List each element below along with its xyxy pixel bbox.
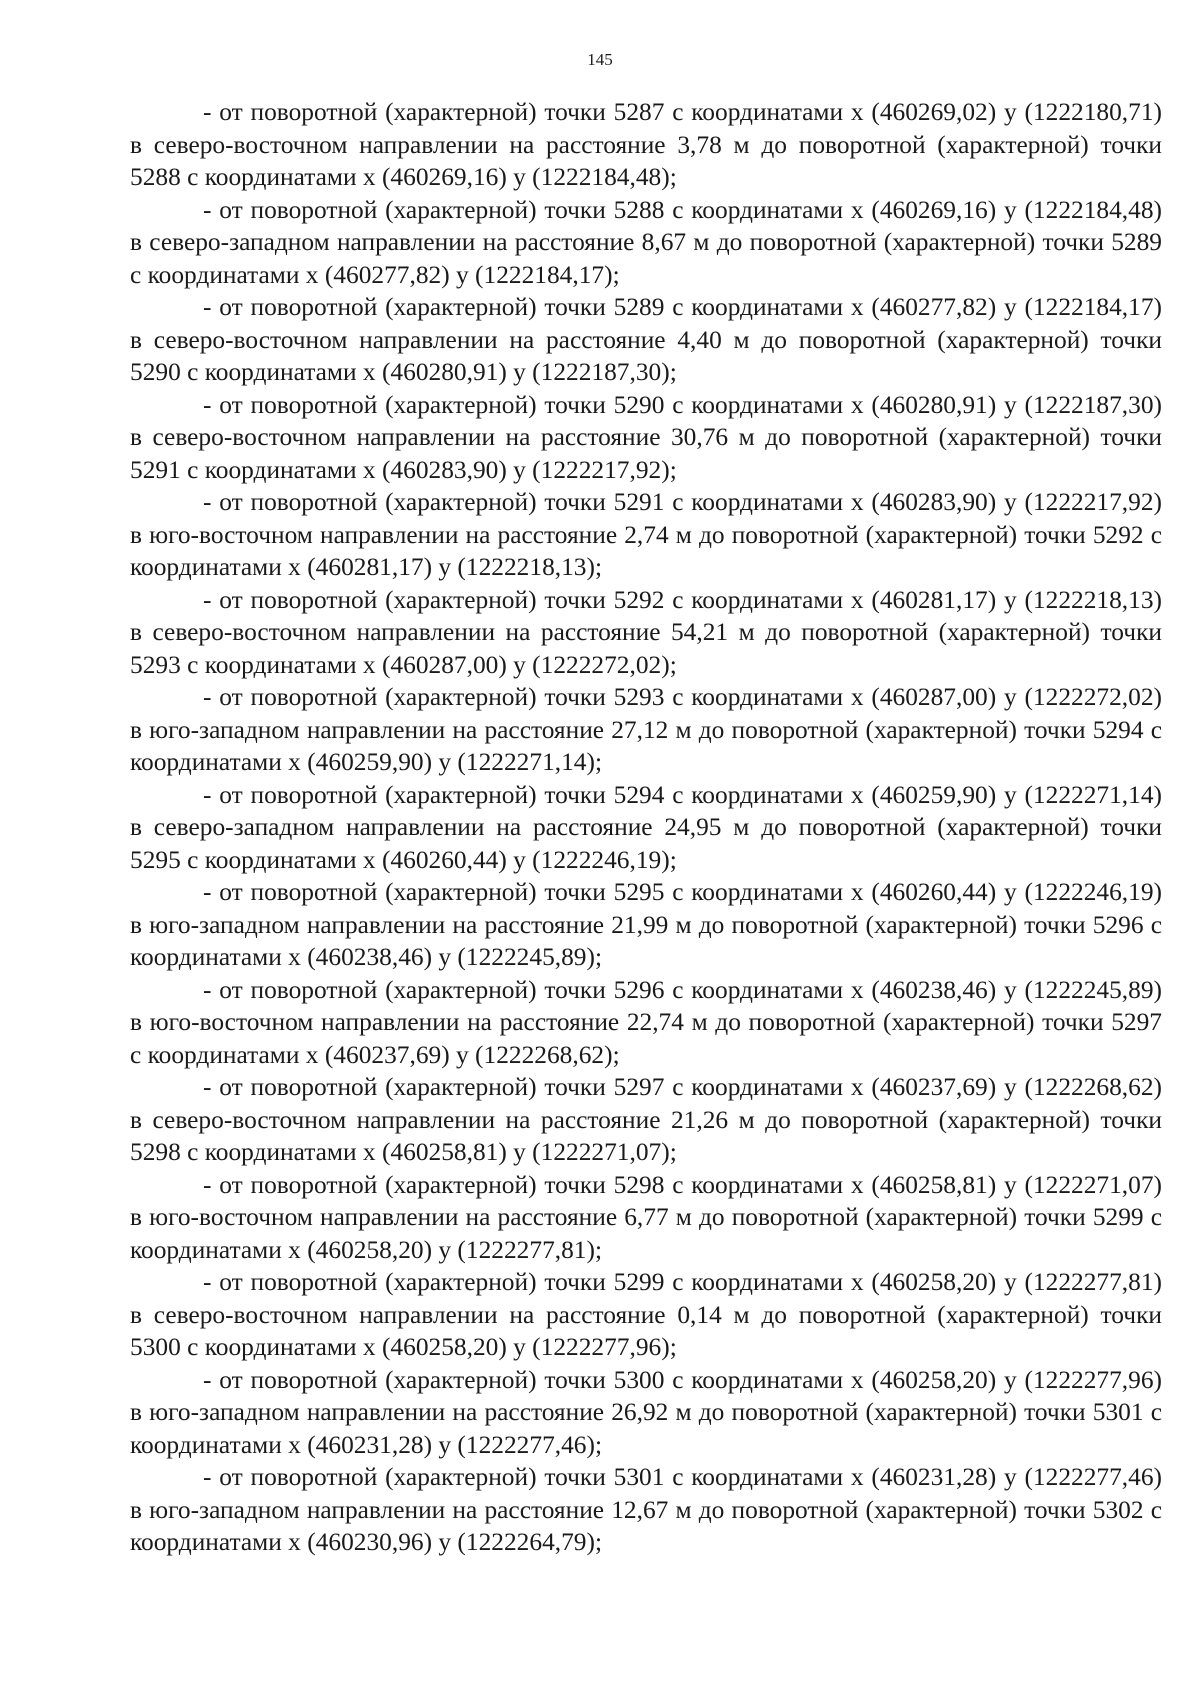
document-body bbox=[130, 96, 1162, 1559]
page-number: 145 bbox=[587, 50, 613, 69]
boundary-paragraph-5297: - от поворотной (характерной) точки 5297 с координатами х (460237,69) у (1222268,62) в северо-восточном направлении на расстояние 21,26 м до поворотной (характерной) точки 5298 с координатами х (460258,81) у (1222271,07); bbox=[130, 1073, 1162, 1166]
boundary-paragraph-5294: - от поворотной (характерной) точки 5294 с координатами х (460259,90) у (1222271,14) в северо-западном направлении на расстояние 24,95 м до поворотной (характерной) точки 5295 с координатами х (460260,44) у (1222246,19); bbox=[130, 780, 1162, 874]
boundary-paragraph-5287: - от поворотной (характерной) точки 5287 с координатами х (460269,02) у (1222180,71) в северо-восточном направлении на расстояние 3,78 м до поворотной (характерной) точки 5288 с координатами х (460269,16) у (1222184,48); bbox=[130, 98, 1162, 191]
boundary-paragraph-5288: - от поворотной (характерной) точки 5288 с координатами х (460269,16) у (1222184,48) в северо-западном направлении на расстояние 8,67 м до поворотной (характерной) точки 5289 с координатами х (460277,82) у (1222184,17); bbox=[130, 195, 1162, 289]
boundary-paragraph-5291: - от поворотной (характерной) точки 5291 с координатами х (460283,90) у (1222217,92) в юго-восточном направлении на расстояние 2,74 м до поворотной (характерной) точки 5292 с координатами х (460281,17) у (1222218,13); bbox=[130, 488, 1162, 581]
boundary-paragraph-5300: - от поворотной (характерной) точки 5300 с координатами х (460258,20) у (1222277,96) в юго-западном направлении на расстояние 26,92 м до поворотной (характерной) точки 5301 с координатами х (460231,28) у (1222277,46); bbox=[130, 1365, 1162, 1459]
boundary-paragraph-5292: - от поворотной (характерной) точки 5292 с координатами х (460281,17) у (1222218,13) в северо-восточном направлении на расстояние 54,21 м до поворотной (характерной) точки 5293 с координатами х (460287,00) у (1222272,02); bbox=[130, 585, 1162, 679]
boundary-paragraph-5295: - от поворотной (характерной) точки 5295 с координатами х (460260,44) у (1222246,19) в юго-западном направлении на расстояние 21,99 м до поворотной (характерной) точки 5296 с координатами х (460238,46) у (1222245,89); bbox=[130, 878, 1162, 971]
boundary-paragraph-5299: - от поворотной (характерной) точки 5299 с координатами х (460258,20) у (1222277,81) в северо-восточном направлении на расстояние 0,14 м до поворотной (характерной) точки 5300 с координатами х (460258,20) у (1222277,96); bbox=[130, 1268, 1162, 1361]
boundary-paragraph-5293: - от поворотной (характерной) точки 5293 с координатами х (460287,00) у (1222272,02) в юго-западном направлении на расстояние 27,12 м до поворотной (характерной) точки 5294 с координатами х (460259,90) у (1222271,14); bbox=[130, 683, 1162, 776]
boundary-paragraph-5296: - от поворотной (характерной) точки 5296 с координатами х (460238,46) у (1222245,89) в юго-восточном направлении на расстояние 22,74 м до поворотной (характерной) точки 5297 с координатами х (460237,69) у (1222268,62); bbox=[130, 975, 1162, 1069]
boundary-paragraph-5289: - от поворотной (характерной) точки 5289 с координатами х (460277,82) у (1222184,17) в северо-восточном направлении на расстояние 4,40 м до поворотной (характерной) точки 5290 с координатами х (460280,91) у (1222187,30); bbox=[130, 293, 1162, 386]
boundary-paragraph-5290: - от поворотной (характерной) точки 5290 с координатами х (460280,91) у (1222187,30) в северо-восточном направлении на расстояние 30,76 м до поворотной (характерной) точки 5291 с координатами х (460283,90) у (1222217,92); bbox=[130, 390, 1162, 484]
boundary-paragraph-5301: - от поворотной (характерной) точки 5301 с координатами х (460231,28) у (1222277,46) в юго-западном направлении на расстояние 12,67 м до поворотной (характерной) точки 5302 с координатами х (460230,96) у (1222264,79); bbox=[130, 1463, 1162, 1556]
boundary-paragraph-5298: - от поворотной (характерной) точки 5298 с координатами х (460258,81) у (1222271,07) в юго-восточном направлении на расстояние 6,77 м до поворотной (характерной) точки 5299 с координатами х (460258,20) у (1222277,81); bbox=[130, 1170, 1162, 1264]
